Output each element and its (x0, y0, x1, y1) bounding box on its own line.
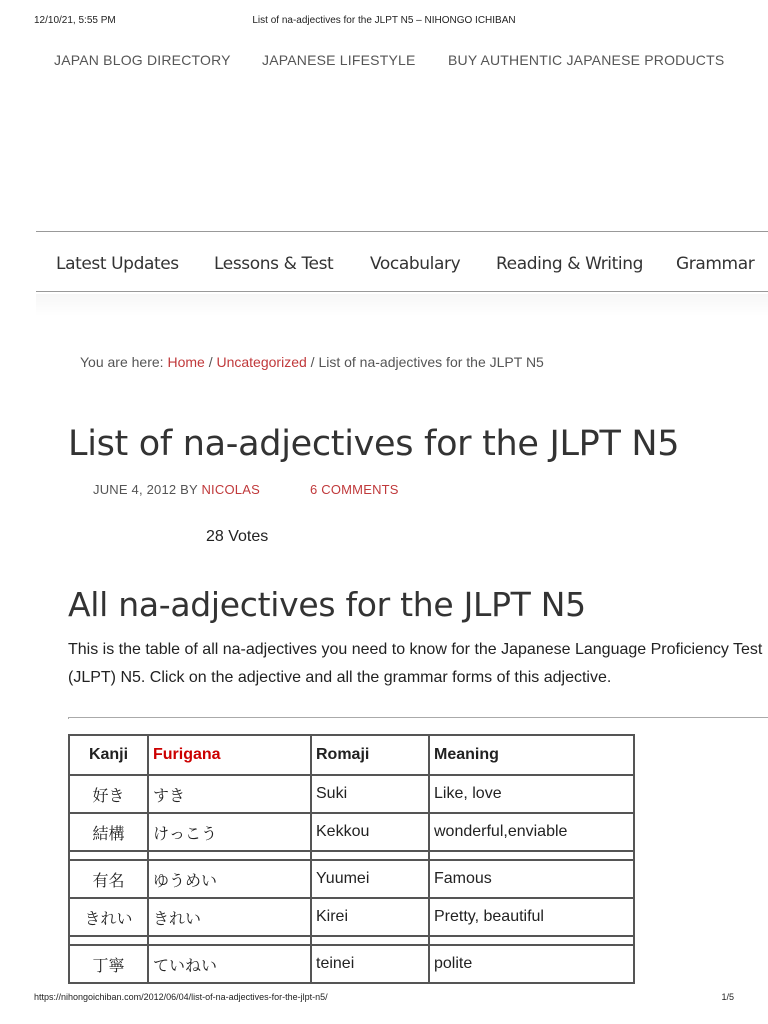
print-page-number: 1/5 (721, 992, 734, 1002)
na-adjectives-table (68, 734, 635, 984)
post-date: JUNE 4, 2012 BY (93, 482, 202, 497)
cell-meaning: Like, love (429, 775, 634, 813)
print-header (0, 15, 768, 29)
main-navigation (36, 231, 768, 292)
cell-meaning: wonderful,enviable (429, 813, 634, 851)
header-kanji: Kanji (69, 735, 148, 775)
table-row[interactable] (69, 813, 634, 851)
intro-paragraph (68, 636, 768, 692)
breadcrumb-separator: / (306, 354, 319, 370)
table-top-rule (68, 717, 768, 719)
nav-shadow-divider (36, 294, 768, 316)
top-link-japan-blog-directory[interactable]: JAPAN BLOG DIRECTORY (54, 52, 231, 68)
post-meta (93, 482, 399, 497)
breadcrumb-home-link[interactable]: Home (167, 354, 205, 370)
top-link-japanese-lifestyle[interactable]: JAPANESE LIFESTYLE (262, 52, 416, 68)
cell-furigana: ていねい (148, 945, 311, 983)
header-furigana: Furigana (148, 735, 311, 775)
author-link[interactable]: NICOLAS (201, 482, 260, 497)
section-heading: All na-adjectives for the JLPT N5 (68, 585, 586, 624)
table-row[interactable] (69, 775, 634, 813)
intro-line-1: This is the table of all na-adjectives you need to know for the Japanese Language Proficiency Test (68, 641, 763, 658)
table-row[interactable] (69, 898, 634, 936)
nav-item-vocabulary[interactable]: Vocabulary (370, 254, 461, 274)
cell-kanji[interactable]: 好き (69, 775, 148, 813)
cell-meaning: polite (429, 945, 634, 983)
cell-romaji: Yuumei (311, 860, 429, 898)
print-datetime: 12/10/21, 5:55 PM (34, 15, 116, 26)
print-url: https://nihongoichiban.com/2012/06/04/list-of-na-adjectives-for-the-jlpt-n5/ (34, 992, 328, 1002)
comments-link[interactable]: 6 COMMENTS (310, 482, 399, 497)
table-row[interactable] (69, 945, 634, 983)
table-spacer-row (69, 851, 634, 860)
cell-kanji[interactable]: きれい (69, 898, 148, 936)
votes-count: 28 Votes (206, 528, 269, 545)
cell-furigana: きれい (148, 898, 311, 936)
header-meaning: Meaning (429, 735, 634, 775)
cell-romaji: Kirei (311, 898, 429, 936)
print-page-title: List of na-adjectives for the JLPT N5 – NIHONGO ICHIBAN (252, 15, 516, 26)
nav-item-lessons-test[interactable]: Lessons & Test (214, 254, 334, 274)
cell-kanji[interactable]: 結構 (69, 813, 148, 851)
cell-romaji: Kekkou (311, 813, 429, 851)
cell-romaji: Suki (311, 775, 429, 813)
print-footer (0, 992, 768, 1006)
cell-kanji[interactable]: 有名 (69, 860, 148, 898)
table-spacer-row (69, 936, 634, 945)
cell-furigana: すき (148, 775, 311, 813)
post-title: List of na-adjectives for the JLPT N5 (68, 424, 680, 464)
cell-kanji[interactable]: 丁寧 (69, 945, 148, 983)
nav-item-grammar[interactable]: Grammar (676, 254, 755, 274)
cell-romaji: teinei (311, 945, 429, 983)
cell-meaning: Pretty, beautiful (429, 898, 634, 936)
top-link-buy-products[interactable]: BUY AUTHENTIC JAPANESE PRODUCTS (448, 52, 725, 68)
breadcrumb-current: List of na-adjectives for the JLPT N5 (318, 354, 544, 370)
cell-meaning: Famous (429, 860, 634, 898)
header-romaji: Romaji (311, 735, 429, 775)
nav-item-reading-writing[interactable]: Reading & Writing (496, 254, 643, 274)
breadcrumb-separator: / (204, 354, 217, 370)
breadcrumb (80, 354, 544, 370)
table-row[interactable] (69, 860, 634, 898)
cell-furigana: けっこう (148, 813, 311, 851)
breadcrumb-prefix: You are here: (80, 354, 168, 370)
table-header-row (69, 735, 634, 775)
intro-line-2: (JLPT) N5. Click on the adjective and all the grammar forms of this adjective. (68, 669, 612, 686)
breadcrumb-category-link[interactable]: Uncategorized (216, 354, 307, 370)
nav-item-latest-updates[interactable]: Latest Updates (56, 254, 179, 274)
cell-furigana: ゆうめい (148, 860, 311, 898)
